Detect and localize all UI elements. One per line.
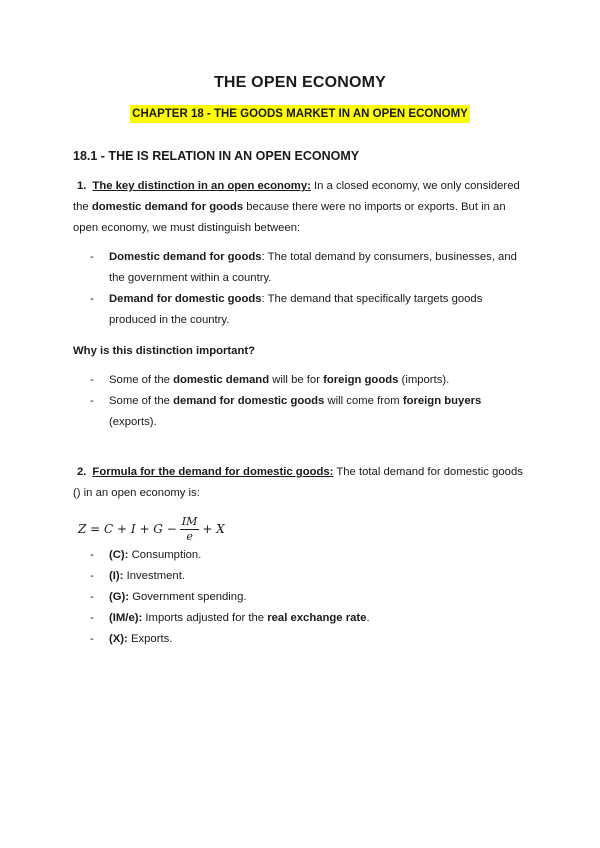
list-item-text: .	[366, 612, 370, 624]
fraction-numerator: IM	[181, 514, 198, 528]
formula-lhs: Z = C + I + G −	[78, 522, 177, 536]
list-item-text: : The demand that specifically targets goods produced in the country.	[109, 293, 483, 326]
paragraph-key-distinction	[73, 176, 523, 239]
list-item-text: Some of the	[109, 395, 174, 407]
bold-term: (C):	[109, 549, 129, 561]
list-item-text: Investment.	[123, 570, 185, 582]
list-item-text: Some of the	[109, 374, 174, 386]
bold-term: foreign goods	[323, 374, 399, 386]
list-item	[90, 391, 530, 433]
fraction-denominator: e	[186, 529, 193, 543]
bold-term: (I):	[109, 570, 124, 582]
list-item	[90, 289, 530, 331]
bold-term: Demand for domestic goods	[109, 293, 262, 305]
list-item-text: will come from	[324, 395, 403, 407]
paragraph-formula	[73, 462, 523, 504]
bold-term: foreign buyers	[402, 395, 482, 407]
paragraph-text: because there were no imports or exports. But in an open economy, we must distinguish between:	[73, 201, 506, 234]
list-item-text: Exports.	[127, 633, 173, 645]
paragraph-heading: Formula for the demand for domestic goods:	[92, 466, 334, 478]
list-item-text: (imports).	[398, 374, 450, 386]
page-title: THE OPEN ECONOMY	[213, 74, 387, 91]
question-heading: Why is this distinction important?	[73, 345, 256, 357]
list-item-text: : The total demand by consumers, businesses, and the government within a country.	[109, 251, 517, 284]
bold-term: demand for domestic goods	[173, 395, 325, 407]
distinction-list	[90, 247, 530, 331]
list-item-text: Government spending.	[129, 591, 247, 603]
paragraph-text: In a closed economy, we only considered the	[73, 180, 520, 213]
section-heading: 18.1 - THE IS RELATION IN AN OPEN ECONOMY	[73, 149, 360, 163]
list-item	[90, 608, 530, 629]
list-item-text: Consumption.	[128, 549, 202, 561]
components-list	[90, 545, 530, 650]
chapter-heading-wrap	[0, 104, 600, 123]
paragraph-heading: The key distinction in an open economy:	[92, 180, 311, 192]
bold-term: domestic demand for goods	[91, 201, 244, 213]
formula-fraction	[180, 515, 200, 544]
demand-formula	[78, 514, 225, 544]
paragraph-text: The total demand for domestic goods () in an open economy is:	[73, 466, 523, 499]
formula-rhs: + X	[202, 522, 225, 536]
list-item	[90, 566, 530, 587]
bold-term: Domestic demand for goods	[109, 251, 262, 263]
bold-term: (X):	[109, 633, 128, 645]
bold-term: (G):	[109, 591, 130, 603]
item-number: 1.	[77, 180, 87, 192]
list-item	[90, 545, 530, 566]
list-item	[90, 247, 530, 289]
list-item-text: will be for	[269, 374, 324, 386]
item-number: 2.	[77, 466, 87, 478]
bold-term: domestic demand	[173, 374, 270, 386]
chapter-heading: CHAPTER 18 - THE GOODS MARKET IN AN OPEN ECONOMY	[130, 105, 470, 123]
importance-list	[90, 370, 530, 433]
list-item-text: Imports adjusted for the	[142, 612, 268, 624]
list-item	[90, 370, 530, 391]
list-item	[90, 629, 530, 650]
bold-term: (IM/e):	[109, 612, 143, 624]
bold-term: real exchange rate	[267, 612, 367, 624]
list-item	[90, 587, 530, 608]
list-item-text: (exports).	[109, 416, 157, 428]
